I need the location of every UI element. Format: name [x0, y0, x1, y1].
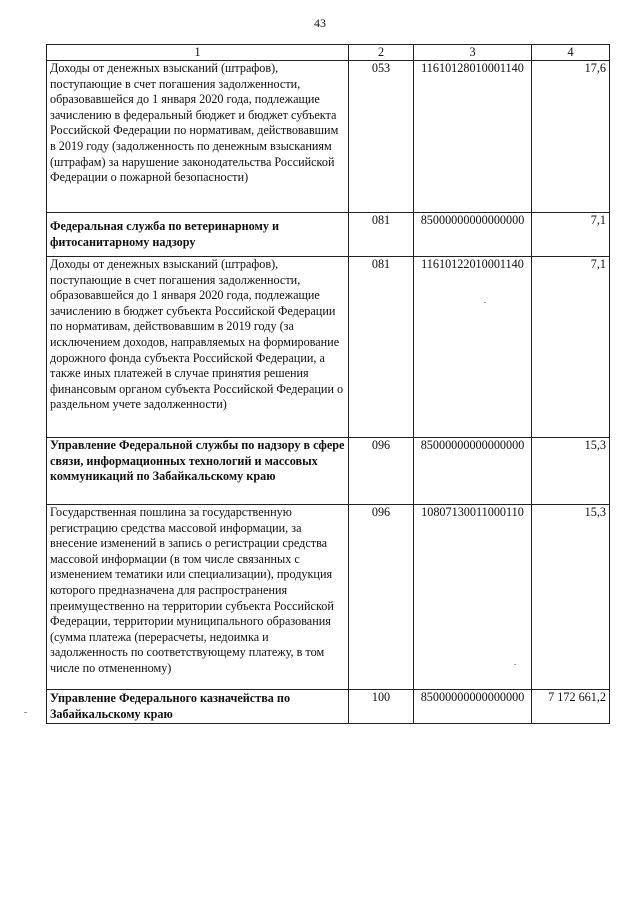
row-admin-code: 081: [349, 213, 414, 257]
table-row: [47, 213, 610, 257]
row-sum: 7,1: [532, 257, 610, 438]
header-row: [47, 45, 610, 61]
row-sum: 17,6: [532, 61, 610, 213]
table-row: [47, 61, 610, 213]
page-number: 43: [314, 16, 326, 30]
table-row: [47, 257, 610, 438]
row-name: Управление Федерального казначейства по Забайкальскому краю: [47, 690, 349, 724]
row-admin-code: 100: [349, 690, 414, 724]
column-header: 1: [47, 45, 349, 61]
row-name: Управление Федеральной службы по надзору в сфере связи, информационных технологий и массовых коммуникаций по Забайкальскому краю: [47, 438, 349, 505]
row-sum: 15,3: [532, 505, 610, 690]
row-name: Доходы от денежных взысканий (штрафов), поступающие в счет погашения задолженности, образовавшейся до 1 января 2020 года, подлежащие зачислению в федеральный бюджет и бюджет субъекта Российской Федерации по нормативам, действовавшим в 2019 году (задолженность по денежным взысканиям (штрафам) за нарушение законодательства Российской Федерации о пожарной безопасности): [47, 61, 349, 213]
table-row: [47, 690, 610, 724]
row-admin-code: 096: [349, 505, 414, 690]
row-name: Государственная пошлина за государственную регистрацию средства массовой информации, за внесение изменений в запись о регистрации средства массовой информации (в том числе связанных с изменением тематики или специализации), продукция которого предназначена для распространения преимущественно на территории субъекта Российской Федерации, территории муниципального образования (сумма платежа (перерасчеты, недоимка и задолженность по соответствующему платежу, в том числе по отмененному): [47, 505, 349, 690]
column-header: 2: [349, 45, 414, 61]
row-budget-code: 85000000000000000: [414, 690, 532, 724]
row-budget-code: 85000000000000000: [414, 213, 532, 257]
row-budget-code: 11610122010001140: [414, 257, 532, 438]
row-name: Федеральная служба по ветеринарному и фитосанитарному надзору: [47, 213, 349, 257]
row-sum: 7,1: [532, 213, 610, 257]
row-budget-code: 85000000000000000: [414, 438, 532, 505]
row-sum: 7 172 661,2: [532, 690, 610, 724]
scan-speck: [514, 664, 516, 665]
row-budget-code: 10807130011000110: [414, 505, 532, 690]
table-row: [47, 438, 610, 505]
row-sum: 15,3: [532, 438, 610, 505]
row-admin-code: 053: [349, 61, 414, 213]
row-admin-code: 081: [349, 257, 414, 438]
column-header: 4: [532, 45, 610, 61]
scan-speck: [484, 302, 486, 303]
row-admin-code: 096: [349, 438, 414, 505]
table-row: [47, 505, 610, 690]
row-budget-code: 11610128010001140: [414, 61, 532, 213]
revenue-table: [46, 44, 610, 724]
column-header: 3: [414, 45, 532, 61]
row-name: Доходы от денежных взысканий (штрафов), поступающие в счет погашения задолженности, образовавшейся до 1 января 2020 года, подлежащие зачислению в бюджет субъекта Российской Федерации по нормативам, действовавшим в 2019 году (за исключением доходов, направляемых на формирование дорожного фонда субъекта Российской Федерации, а также иных платежей в случае принятия решения финансовым органом субъекта Российской Федерации о раздельном учете задолженности): [47, 257, 349, 438]
scan-speck: [24, 712, 27, 713]
